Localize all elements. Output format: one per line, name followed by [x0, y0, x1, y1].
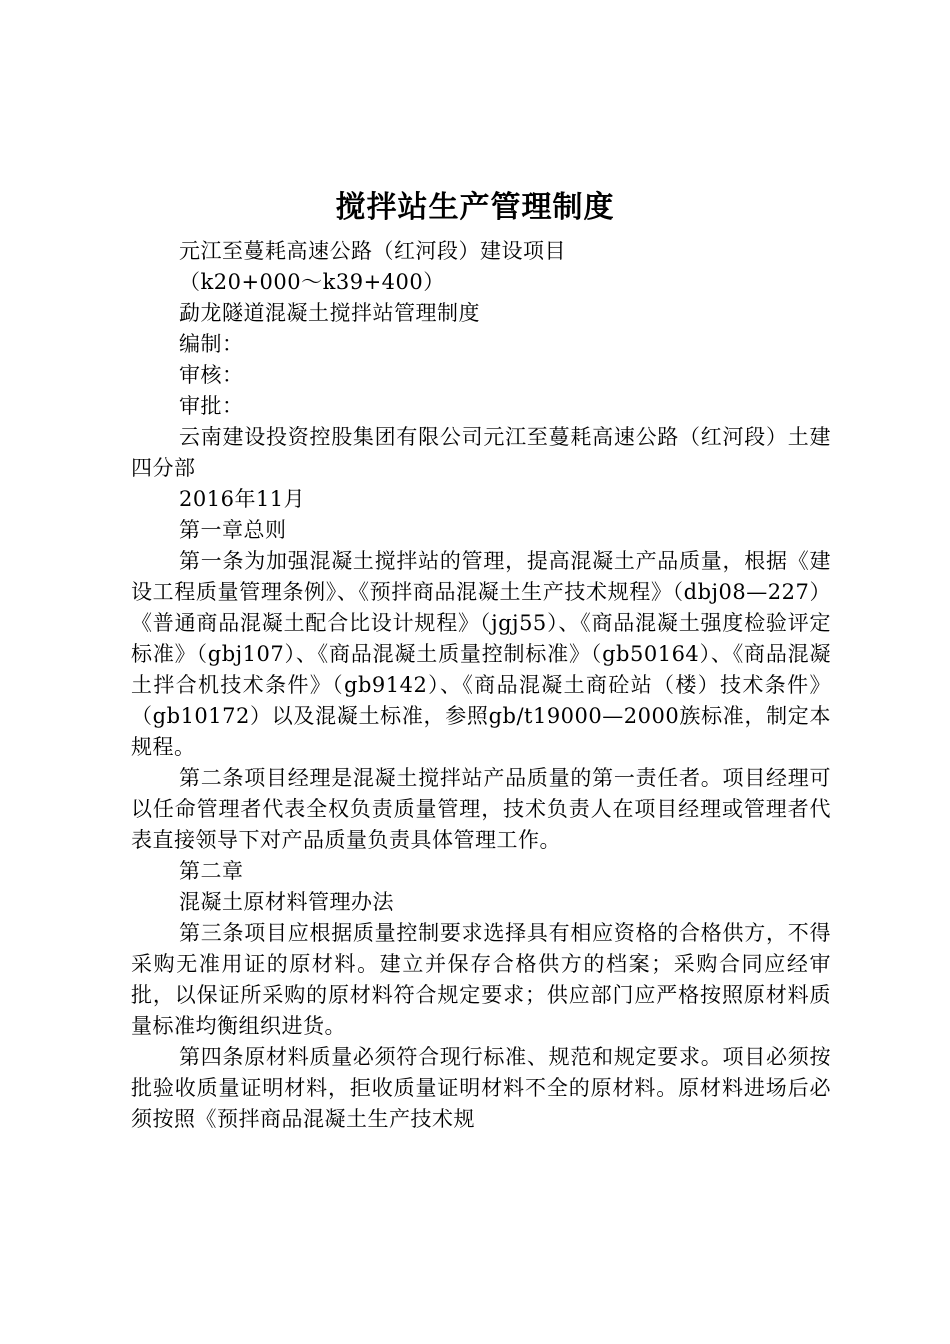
organization-name: 云南建设投资控股集团有限公司元江至蔓耗高速公路（红河段）土建四分部	[131, 425, 831, 480]
document-date: 2016年11月	[179, 487, 306, 511]
article-2: 第二条项目经理是混凝土搅拌站产品质量的第一责任者。项目经理可以任命管理者代表全权负责质量管理，技术负责人在项目经理或管理者代表直接领导下对产品质量负责具体管理工作。	[131, 766, 831, 852]
article-4: 第四条原材料质量必须符合现行标准、规范和规定要求。项目必须按批验收质量证明材料，拒收质量证明材料不全的原材料。原材料进场后必须按照《预拌商品混凝土生产技术规	[131, 1045, 831, 1131]
chainage-line: （k20+000～k39+400）	[179, 270, 445, 294]
article-1: 第一条为加强混凝土搅拌站的管理，提高混凝土产品质量，根据《建设工程质量管理条例》、《预拌商品混凝土生产技术规程》（dbj08—227）《普通商品混凝土配合比设计规程》（jgj55）、《商品混凝土强度检验评定标准》（gbj107）、《商品混凝土质量控制标准》（gb50164）、《商品混凝土拌合机技术条件》（gb9142）、《商品混凝土商砼站（楼）技术条件》（gb10172）以及混凝土标准，参照gb/t19000—2000族标准，制定本规程。	[131, 549, 831, 759]
prepared-by-label: 编制：	[179, 332, 244, 356]
article-3: 第三条项目应根据质量控制要求选择具有相应资格的合格供方，不得采购无准用证的原材料。建立并保存合格供方的档案；采购合同应经审批，以保证所采购的原材料符合规定要求；供应部门应严格按照原材料质量标准均衡组织进货。	[131, 921, 831, 1038]
reviewed-by-label: 审核：	[179, 363, 244, 387]
project-name-line: 元江至蔓耗高速公路（红河段）建设项目	[179, 239, 566, 263]
document-title: 搅拌站生产管理制度	[335, 190, 615, 225]
document-body	[131, 236, 831, 1135]
chapter-2-subtitle: 混凝土原材料管理办法	[179, 890, 394, 914]
chapter-2-title: 第二章	[179, 859, 244, 883]
approved-by-label: 审批：	[179, 394, 244, 418]
document-subtitle: 勐龙隧道混凝土搅拌站管理制度	[179, 301, 480, 325]
chapter-1-title: 第一章总则	[179, 518, 287, 542]
